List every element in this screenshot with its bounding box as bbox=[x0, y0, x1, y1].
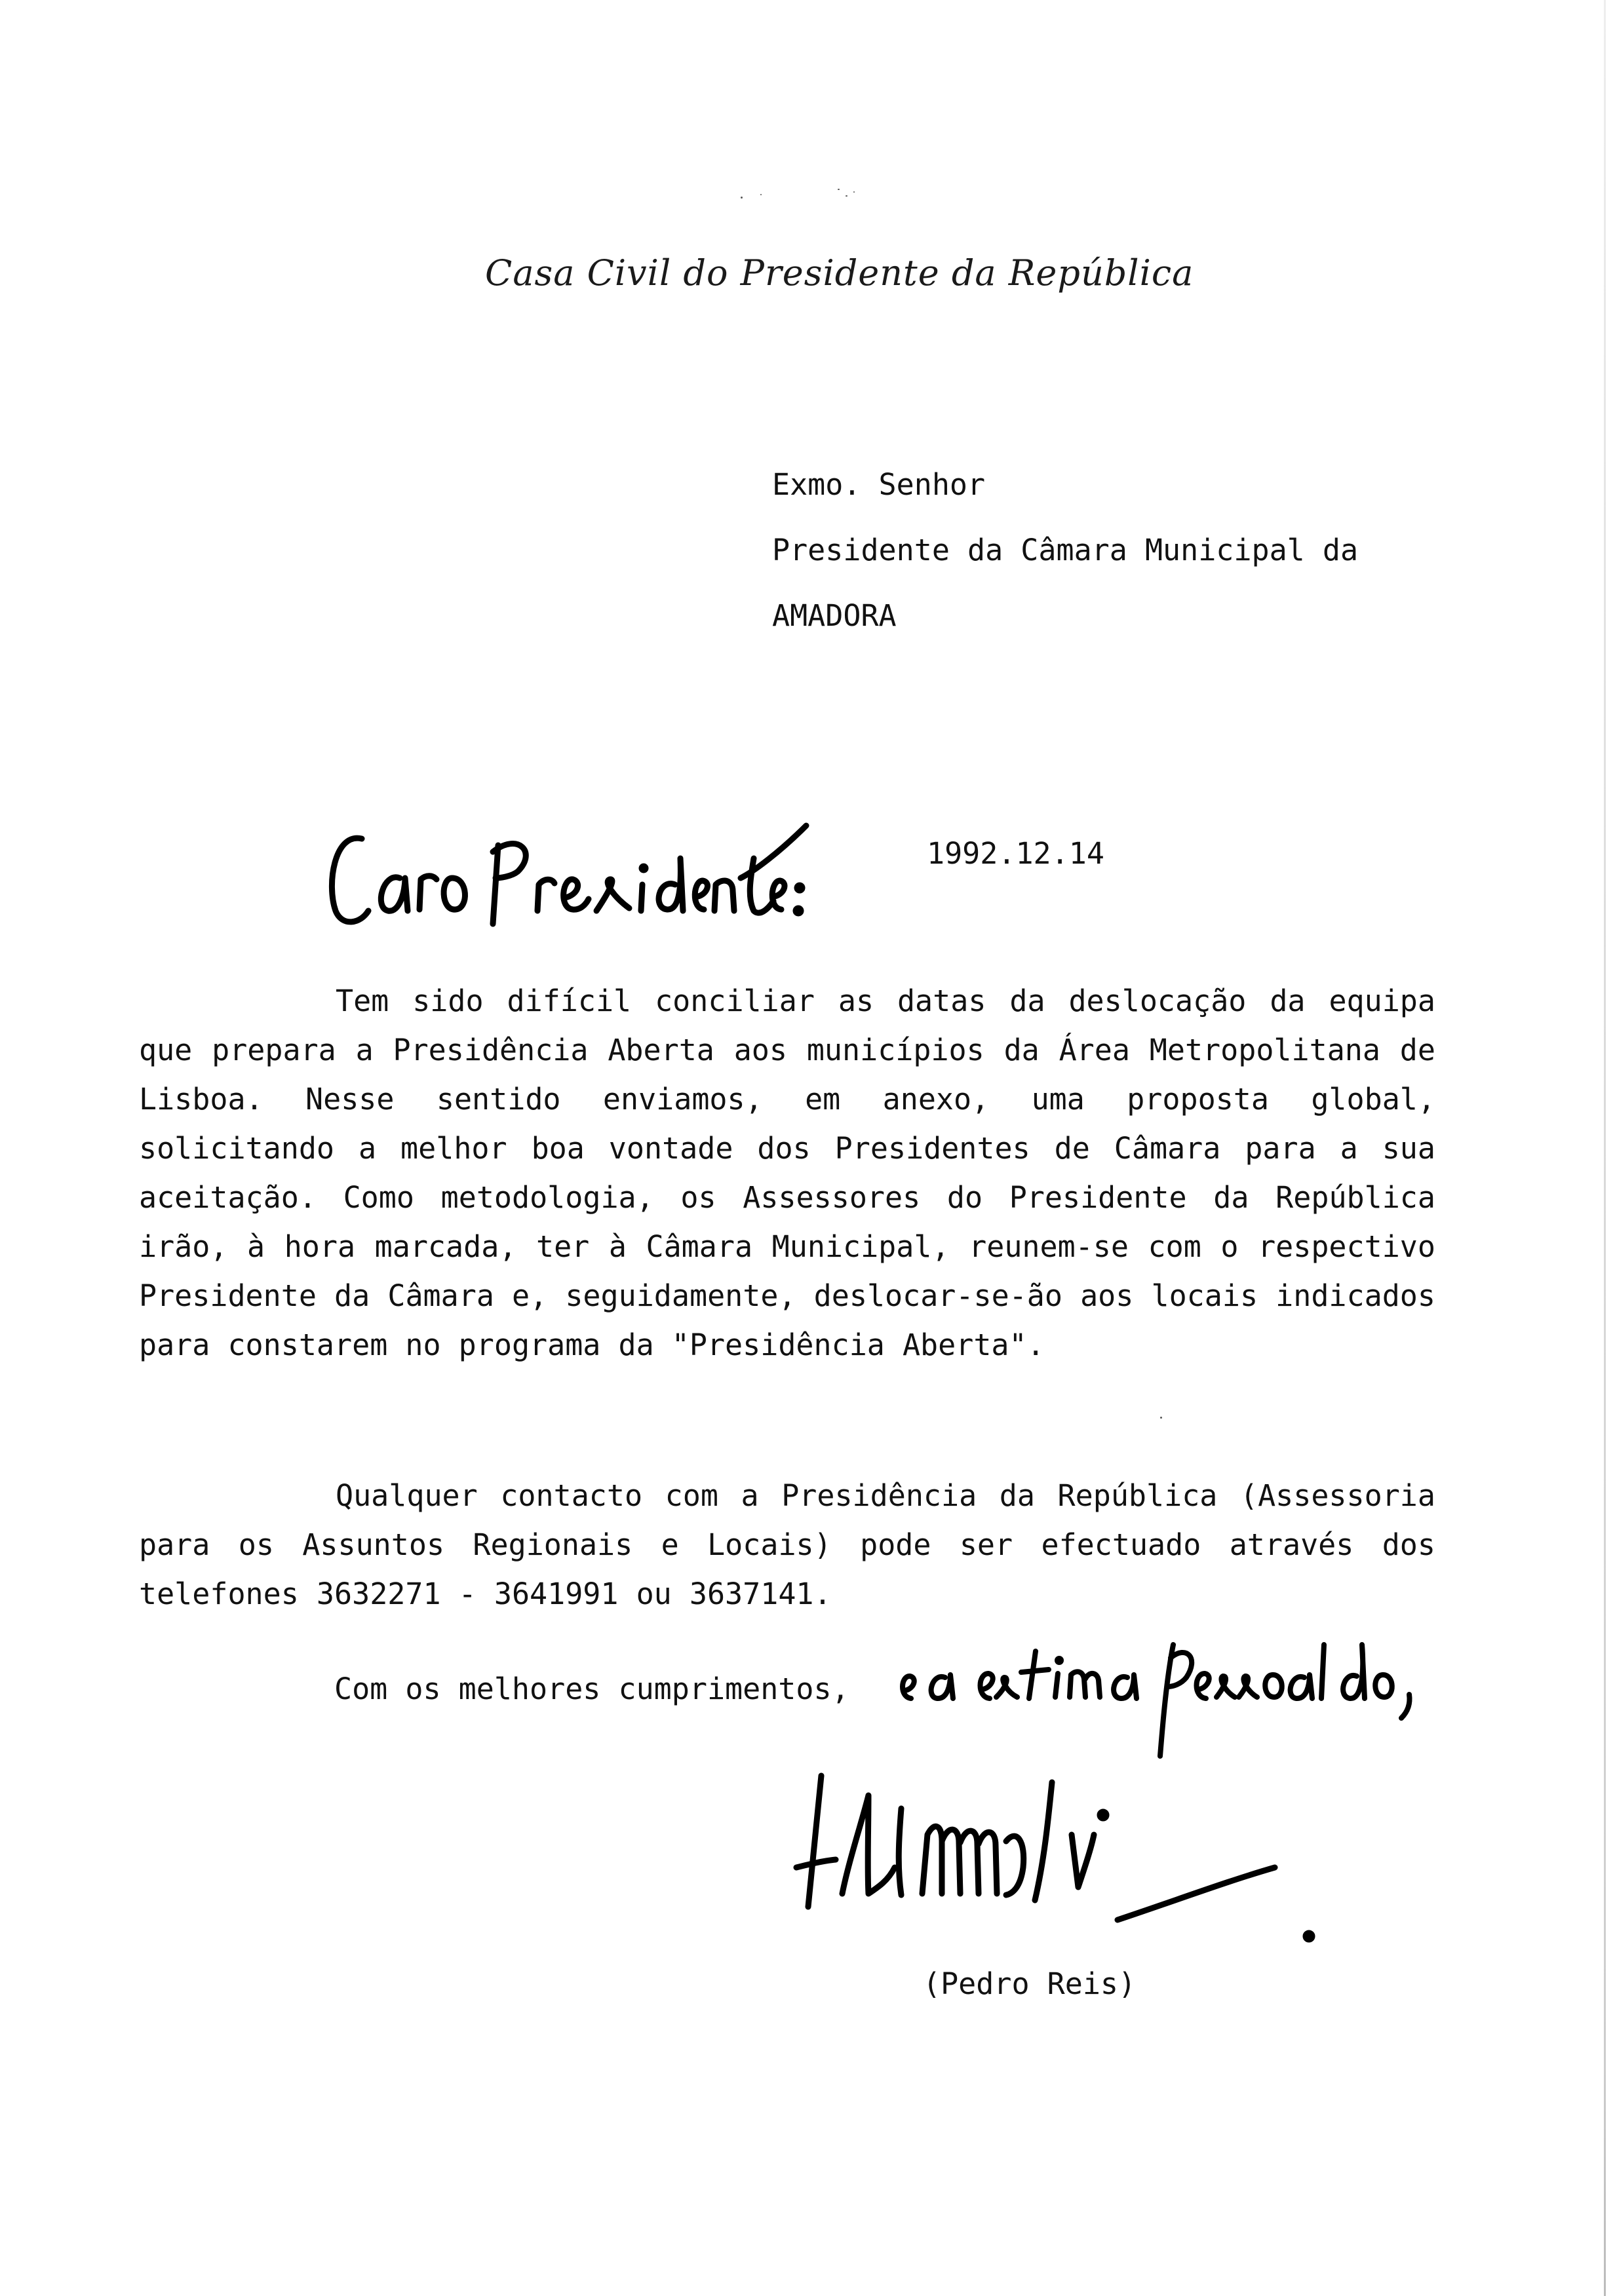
letterhead-title: Casa Civil do Presidente da República bbox=[485, 252, 1194, 294]
scan-speck bbox=[838, 189, 840, 190]
scan-speck bbox=[1160, 1417, 1162, 1419]
recipient-line-1: Exmo. Senhor bbox=[772, 467, 986, 502]
closing-typed: Com os melhores cumprimentos, bbox=[334, 1672, 849, 1706]
scan-edge bbox=[1604, 0, 1606, 2296]
handwritten-closing bbox=[898, 1632, 1435, 1763]
scan-speck bbox=[741, 197, 743, 199]
recipient-line-3: AMADORA bbox=[772, 598, 897, 633]
signer-name: (Pedro Reis) bbox=[923, 1966, 1137, 2001]
body-paragraph-1: Tem sido difícil conciliar as datas da deslocação da equipa que prepara a Presidência Aberta aos municípios da Área Metropolitana de Lisboa. Nesse sentido enviamos, em anexo, uma proposta global, solicitando a melhor boa vontade dos Presidentes de Câmara para a sua aceitação. Como metodologia, os Assessores do Presidente da República irão, à hora marcada, ter à Câmara Municipal, reunem-se com o respectivo Presidente da Câmara e, seguidamente, deslocar-se-ão aos locais indicados para constarem no programa da "Presidência Aberta". bbox=[139, 984, 1435, 1362]
scan-speck bbox=[760, 194, 762, 195]
handwritten-salutation bbox=[321, 780, 819, 944]
recipient-line-2: Presidente da Câmara Municipal da bbox=[772, 533, 1359, 567]
scan-speck bbox=[846, 195, 847, 197]
body-paragraph-2: Qualquer contacto com a Presidência da República (Assessoria para os Assuntos Regionais e Locais) pode ser efectuado através dos telefones 3632271 - 3641991 ou 3637141. bbox=[139, 1478, 1435, 1611]
scan-speck bbox=[853, 191, 855, 193]
recipient-address bbox=[772, 452, 1358, 649]
handwritten-signature bbox=[770, 1756, 1399, 1953]
letter-date: 1992.12.14 bbox=[927, 836, 1104, 871]
